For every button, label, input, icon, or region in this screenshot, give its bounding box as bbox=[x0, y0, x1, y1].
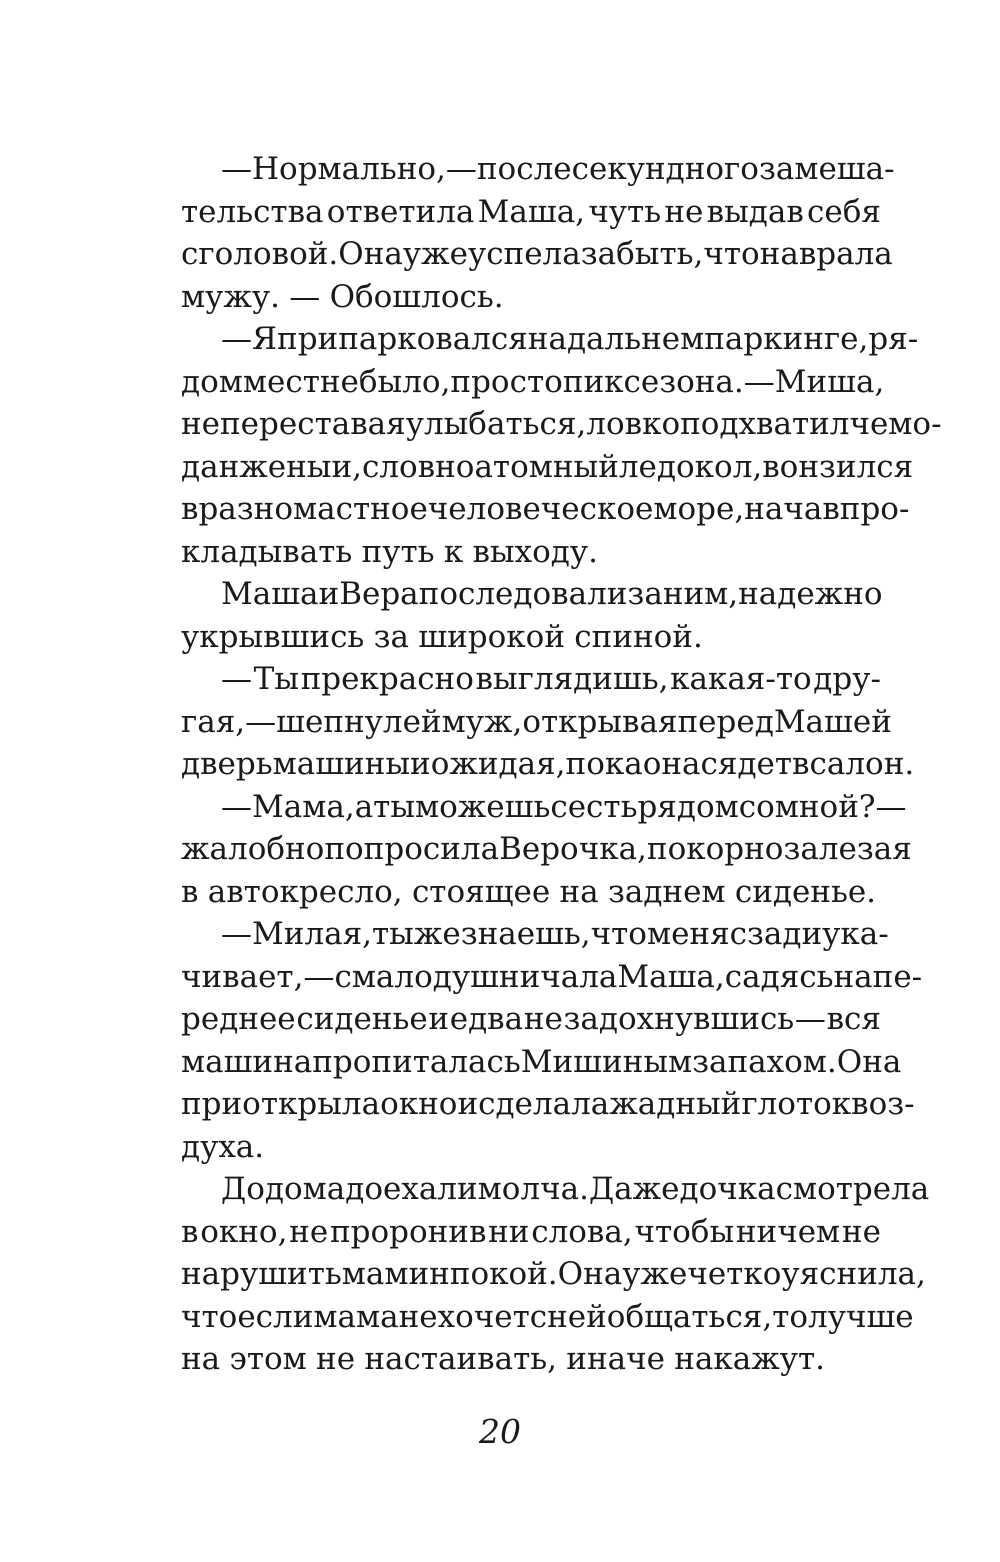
body-text bbox=[181, 148, 942, 1381]
text-line: машина пропиталась Мишиным запахом. Она bbox=[181, 1043, 902, 1080]
text-line: укрывшись за широкой спиной. bbox=[181, 618, 703, 655]
text-line: — Нормально, — после секундного замеша- bbox=[221, 151, 895, 187]
text-line: тельства ответила Маша, чуть не выдав себя bbox=[181, 193, 881, 230]
page-number: 20 bbox=[479, 1412, 521, 1451]
text-line: приоткрыла окно и сделала жадный глоток воз- bbox=[181, 1086, 915, 1122]
text-line: — Ты прекрасно выглядишь, какая-то дру- bbox=[221, 661, 881, 697]
text-line: в разномастное человеческое море, начав про- bbox=[181, 491, 910, 527]
text-line: нарушить мамин покой. Она уже четко уяснила, bbox=[181, 1256, 926, 1292]
text-line: жалобно попросила Верочка, покорно залезая bbox=[181, 831, 912, 867]
text-line: гая, — шепнул ей муж, открывая перед Машей bbox=[181, 703, 892, 740]
text-line: дверь машины и ожидая, пока она сядет в салон. bbox=[181, 746, 915, 782]
text-line: в окно, не проронив ни слова, чтобы ничем не bbox=[181, 1213, 881, 1250]
text-line: дан жены и, словно атомный ледокол, вонзился bbox=[181, 448, 914, 485]
text-line: что если мама не хочет с ней общаться, то лучше bbox=[181, 1298, 914, 1335]
text-line: духа. bbox=[181, 1128, 265, 1165]
text-line: на этом не настаивать, иначе накажут. bbox=[181, 1341, 825, 1377]
text-line: — Мама, а ты можешь сесть рядом со мной? — bbox=[221, 788, 907, 825]
text-line: кладывать путь к выходу. bbox=[181, 533, 598, 570]
text-line: — Милая, ты же знаешь, что меня сзади ука- bbox=[221, 916, 889, 952]
text-line: дом мест не было, просто пик сезона. — Миша, bbox=[181, 363, 885, 400]
text-line: мужу. — Обошлось. bbox=[181, 278, 504, 315]
text-line: реднее сиденье и едва не задохнувшись — вся bbox=[181, 1001, 881, 1037]
text-line: в автокресло, стоящее на заднем сиденье. bbox=[181, 873, 877, 910]
text-line: До дома доехали молча. Даже дочка смотрела bbox=[221, 1171, 930, 1207]
text-line: с головой. Она уже успела забыть, что наврала bbox=[181, 236, 893, 272]
text-line: чивает, — смалодушничала Маша, садясь на пе- bbox=[181, 958, 923, 995]
text-line: не переставая улыбаться, ловко подхватил чемо- bbox=[181, 406, 942, 442]
text-line: Маша и Вера последовали за ним, надежно bbox=[221, 576, 883, 612]
text-line: — Я припарковался на дальнем паркинге, ря- bbox=[221, 321, 919, 357]
